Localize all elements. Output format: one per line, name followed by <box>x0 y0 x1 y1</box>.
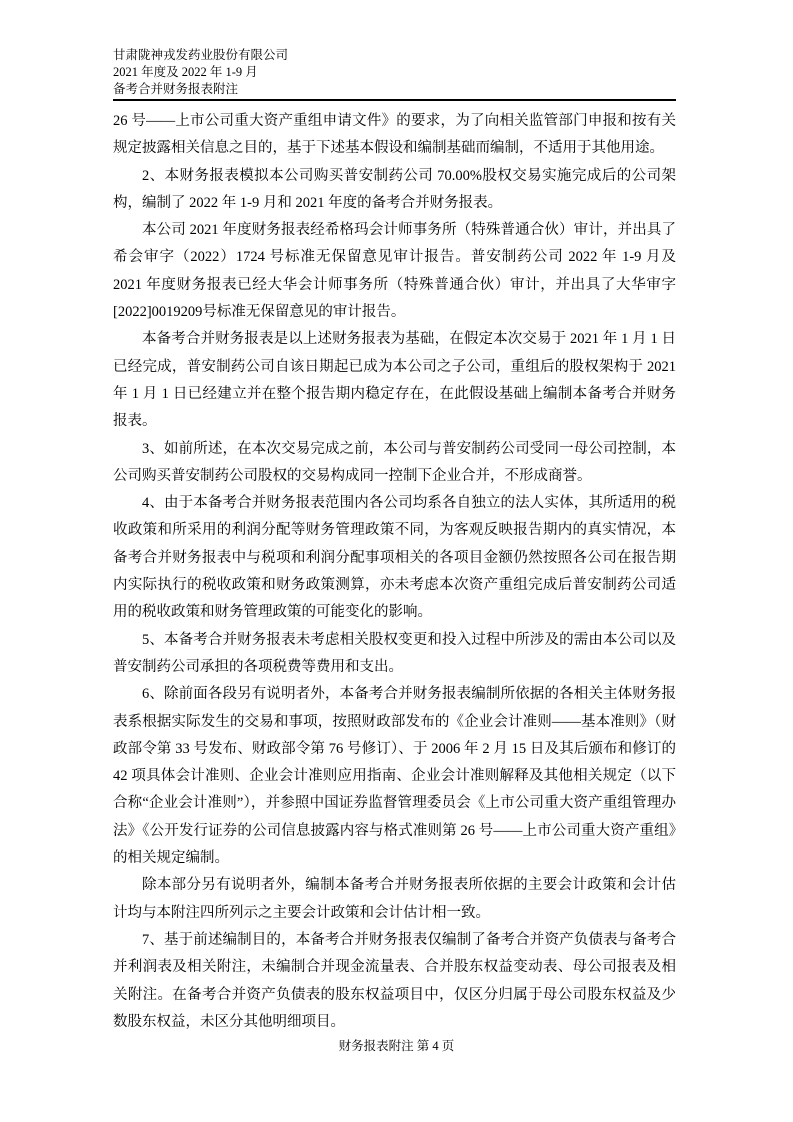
header-report-period: 2021 年度及 2022 年 1-9 月 <box>113 65 258 79</box>
body-paragraph: 本公司 2021 年度财务报表经希格玛会计师事务所（特殊普通合伙）审计，并出具了希会审字（2022）1724 号标准无保留意见审计报告。普安制药公司 2022 年 1-9 月及 2021 年度财务报表已经大华会计师事务所（特殊普通合伙）审计，并出具了大华审字[2022]0019209号标准无保留意见的审计报告。 <box>113 222 676 321</box>
body-paragraph: 5、本备考合并财务报表未考虑相关股权变更和投入过程中所涉及的需由本公司以及普安制药公司承担的各项税费等费用和支出。 <box>113 631 676 675</box>
body-paragraph: 2、本财务报表模拟本公司购买普安制药公司 70.00%股权交易实施完成后的公司架构，编制了 2022 年 1-9 月和 2021 年度的备考合并财务报表。 <box>113 167 676 211</box>
body-paragraph: 本备考合并财务报表是以上述财务报表为基础，在假定本次交易于 2021 年 1 月 1 日已经完成，普安制药公司自该日期起已成为本公司之子公司，重组后的股权架构于 2021 年 1 月 1 日已经建立并在整个报告期内稳定存在，在此假设基础上编制本备考合并财务报表。 <box>113 331 676 430</box>
document-header <box>113 47 676 98</box>
header-document-title: 备考合并财务报表附注 <box>113 82 239 96</box>
body-paragraph: 3、如前所述，在本次交易完成之前，本公司与普安制药公司受同一母公司控制，本公司购买普安制药公司股权的交易构成同一控制下企业合并，不形成商誉。 <box>113 440 676 484</box>
body-paragraph: 26 号——上市公司重大资产重组申请文件》的要求，为了向相关监管部门申报和按有关规定披露相关信息之目的，基于下述基本假设和编制基础而编制，不适用于其他用途。 <box>113 113 676 157</box>
footer-page-label: 财务报表附注 第 4 页 <box>338 1039 455 1053</box>
document-body <box>113 108 676 1036</box>
header-divider-line <box>113 99 676 101</box>
body-paragraph: 除本部分另有说明者外，编制本备考合并财务报表所依据的主要会计政策和会计估计均与本附注四所列示之主要会计政策和会计估计相一致。 <box>113 877 676 921</box>
body-paragraph: 6、除前面各段另有说明者外，本备考合并财务报表编制所依据的各相关主体财务报表系根据实际发生的交易和事项，按照财政部发布的《企业会计准则——基本准则》（财政部令第 33 号发布、财政部令第 76 号修订）、于 2006 年 2 月 15 日及其后颁布和修订的 42 项具体会计准则、企业会计准则应用指南、企业会计准则解释及其他相关规定（以下合称“企业会计准则”），并参照中国证券监督管理委员会《上市公司重大资产重组管理办法》《公开发行证券的公司信息披露内容与格式准则第 26 号——上市公司重大资产重组》的相关规定编制。 <box>113 686 676 867</box>
header-company-name: 甘肃陇神戎发药业股份有限公司 <box>113 48 289 62</box>
body-paragraph: 7、基于前述编制目的，本备考合并财务报表仅编制了备考合并资产负债表与备考合并利润表及相关附注，未编制合并现金流量表、合并股东权益变动表、母公司报表及相关附注。在备考合并资产负债表的股东权益项目中，仅区分归属于母公司股东权益及少数股东权益，未区分其他明细项目。 <box>113 931 676 1030</box>
body-paragraph: 4、由于本备考合并财务报表范围内各公司均系各自独立的法人实体，其所适用的税收政策和所采用的利润分配等财务管理政策不同，为客观反映报告期内的真实情况，本备考合并财务报表中与税项和利润分配事项相关的各项目金额仍然按照各公司在报告期内实际执行的税收政策和财务政策测算，亦未考虑本次资产重组完成后普安制药公司适用的税收政策和财务管理政策的可能变化的影响。 <box>113 495 676 621</box>
page-footer <box>0 1038 793 1055</box>
